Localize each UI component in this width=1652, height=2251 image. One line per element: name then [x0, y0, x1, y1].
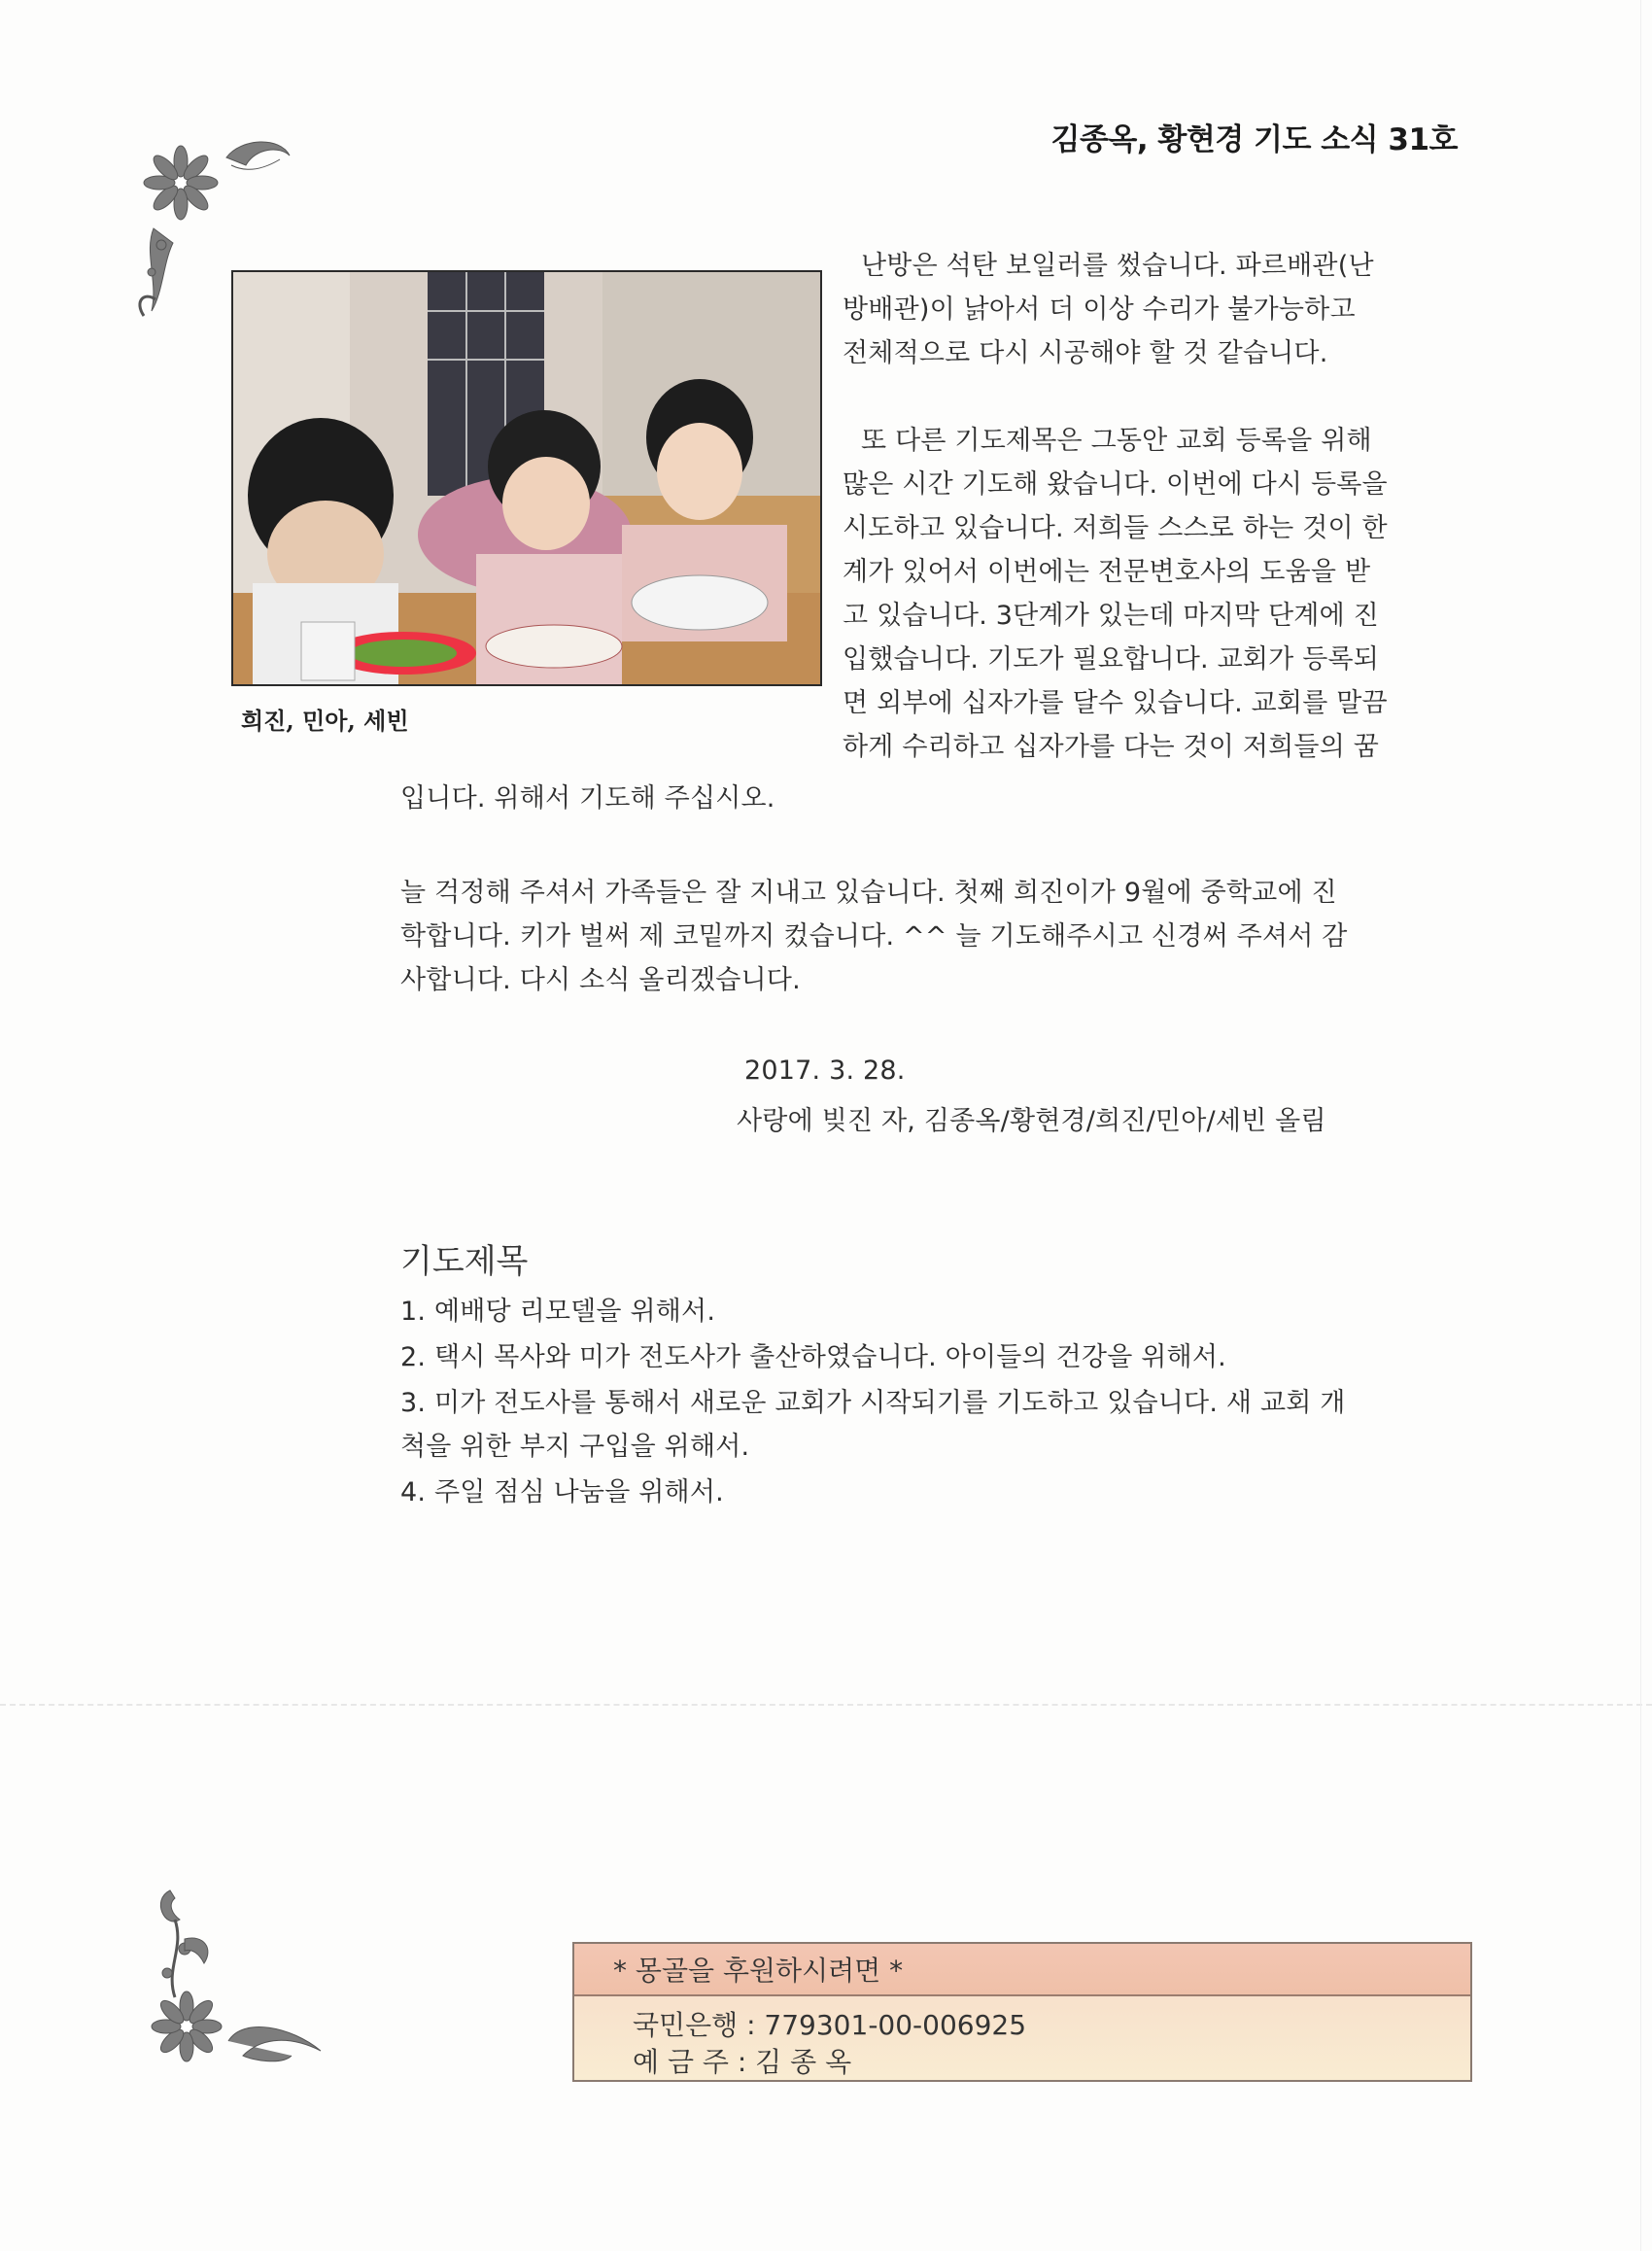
newsletter-title: 김종옥, 황현경 기도 소식 31호 — [1050, 122, 1458, 157]
letter-signature: 사랑에 빚진 자, 김종옥/황현경/희진/민아/세빈 올림 — [737, 1106, 1326, 1136]
fold-line-vertical — [1640, 0, 1641, 2251]
body-line: 입니다. 위해서 기도해 주십시오. — [400, 783, 775, 814]
letter-date: 2017. 3. 28. — [744, 1056, 906, 1086]
fold-line — [0, 1704, 1652, 1706]
family-photo — [231, 270, 822, 686]
prayer-item: 3. 미가 전도사를 통해서 새로운 교회가 시작되기를 기도하고 있습니다. 새 교회 개 — [400, 1388, 1346, 1418]
prayer-item: 4. 주일 점심 나눔을 위해서. — [400, 1477, 724, 1507]
bank-account: 국민은행 : 779301-00-006925 — [633, 2009, 1027, 2041]
donation-heading: * 몽골을 후원하시려면 * — [574, 1944, 1470, 1996]
donation-info-box — [572, 1942, 1472, 2082]
photo-caption: 희진, 민아, 세빈 — [241, 707, 409, 735]
body-line: 전체적으로 다시 시공해야 할 것 같습니다. — [843, 338, 1328, 368]
body-line: 방배관)이 낡아서 더 이상 수리가 불가능하고 — [843, 294, 1356, 325]
body-line: 하게 수리하고 십자가를 다는 것이 저희들의 꿈 — [843, 732, 1380, 762]
body-line: 또 다른 기도제목은 그동안 교회 등록을 위해 — [861, 426, 1372, 456]
prayer-heading: 기도제목 — [400, 1242, 529, 1281]
prayer-item: 1. 예배당 리모델을 위해서. — [400, 1297, 716, 1327]
floral-ornament-bottom-left — [146, 1881, 330, 2079]
family-news-line: 늘 걱정해 주셔서 가족들은 잘 지내고 있습니다. 첫째 희진이가 9월에 중학교에 진 — [400, 878, 1337, 908]
body-line: 난방은 석탄 보일러를 썼습니다. 파르배관(난 — [861, 251, 1374, 281]
body-line: 계가 있어서 이번에는 전문변호사의 도움을 받 — [843, 557, 1371, 587]
body-line: 많은 시간 기도해 왔습니다. 이번에 다시 등록을 — [843, 469, 1388, 500]
body-line: 입했습니다. 기도가 필요합니다. 교회가 등록되 — [843, 644, 1380, 675]
account-holder: 예 금 주 : 김 종 옥 — [633, 2046, 852, 2078]
family-news-line: 학합니다. 키가 벌써 제 코밑까지 컸습니다. ^^ 늘 기도해주시고 신경써 주셔서 감 — [400, 921, 1348, 952]
family-news-line: 사합니다. 다시 소식 올리겠습니다. — [400, 965, 801, 995]
prayer-item: 척을 위한 부지 구입을 위해서. — [400, 1432, 750, 1462]
body-line: 면 외부에 십자가를 달수 있습니다. 교회를 말끔 — [843, 688, 1388, 718]
body-line: 시도하고 있습니다. 저희들 스스로 하는 것이 한 — [843, 513, 1388, 543]
prayer-item: 2. 택시 목사와 미가 전도사가 출산하였습니다. 아이들의 건강을 위해서. — [400, 1342, 1226, 1372]
body-line: 고 있습니다. 3단계가 있는데 마지막 단계에 진 — [843, 601, 1379, 631]
